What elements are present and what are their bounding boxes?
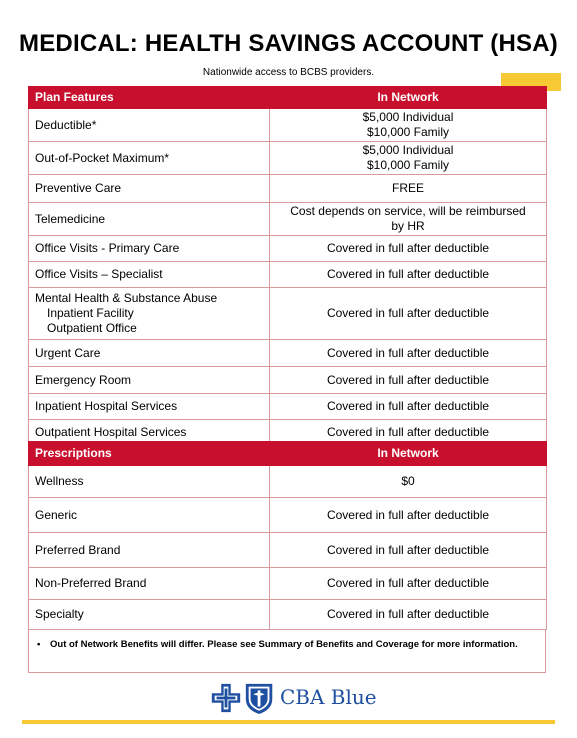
value-cell (270, 142, 547, 175)
header-in-network: In Network (270, 442, 547, 466)
value-cell: Covered in full after deductible (270, 394, 547, 420)
table-row (29, 142, 547, 175)
header-prescriptions: Prescriptions (29, 442, 270, 466)
footnote-text: Out of Network Benefits will differ. Please see Summary of Benefits and Coverage for more information. (50, 639, 518, 650)
value-cell: Covered in full after deductible (270, 262, 547, 288)
table-row (29, 109, 547, 142)
bullet-icon: • (37, 639, 41, 650)
feature-cell: Emergency Room (29, 367, 270, 394)
feature-cell: Preferred Brand (29, 533, 270, 568)
table-row (29, 236, 547, 262)
header-plan-features: Plan Features (29, 87, 270, 109)
table-row (29, 498, 547, 533)
prescriptions-table (28, 441, 547, 630)
value-cell: Covered in full after deductible (270, 498, 547, 533)
feature-cell: Office Visits – Specialist (29, 262, 270, 288)
value-line: $5,000 Individual (362, 143, 454, 157)
value-cell: Covered in full after deductible (270, 533, 547, 568)
feature-cell: Outpatient Hospital Services (29, 420, 270, 446)
table-row (29, 262, 547, 288)
header-in-network: In Network (270, 87, 547, 109)
feature-subline: Outpatient Office (47, 321, 137, 335)
feature-cell: Wellness (29, 466, 270, 498)
feature-subline: Inpatient Facility (47, 306, 134, 320)
page-subtitle: Nationwide access to BCBS providers. (202, 67, 375, 78)
feature-cell: Out-of-Pocket Maximum* (29, 142, 270, 175)
value-line: $10,000 Family (366, 125, 450, 139)
feature-cell: Telemedicine (29, 203, 270, 236)
feature-cell: Generic (29, 498, 270, 533)
table-row (29, 568, 547, 600)
feature-cell: Urgent Care (29, 340, 270, 367)
feature-cell: Preventive Care (29, 175, 270, 203)
table-row (29, 367, 547, 394)
blue-shield-icon (246, 684, 272, 714)
value-cell: Covered in full after deductible (270, 340, 547, 367)
table-header-row (29, 87, 547, 109)
value-line: $5,000 Individual (362, 110, 454, 124)
blue-cross-icon (212, 684, 240, 712)
page-title: MEDICAL: HEALTH SAVINGS ACCOUNT (HSA) (19, 30, 558, 57)
feature-cell: Deductible* (29, 109, 270, 142)
value-cell: Covered in full after deductible (270, 288, 547, 340)
feature-cell (29, 288, 270, 340)
table-row (29, 533, 547, 568)
value-cell: Covered in full after deductible (270, 568, 547, 600)
table-row (29, 394, 547, 420)
value-cell: FREE (270, 175, 547, 203)
feature-cell: Specialty (29, 600, 270, 630)
table-row (29, 288, 547, 340)
value-cell: Covered in full after deductible (270, 600, 547, 630)
value-line: Cost depends on service, will be reimbursed (290, 204, 526, 218)
footnote-box (28, 629, 546, 673)
value-cell: Covered in full after deductible (270, 420, 547, 446)
footnote (37, 638, 527, 651)
yellow-footer-line (22, 720, 555, 724)
table-row (29, 203, 547, 236)
logo-text: CBA Blue (280, 685, 377, 709)
table-row (29, 340, 547, 367)
feature-cell: Office Visits - Primary Care (29, 236, 270, 262)
value-cell: $0 (270, 466, 547, 498)
table-header-row (29, 442, 547, 466)
table-row (29, 175, 547, 203)
value-line: by HR (391, 219, 425, 233)
value-cell: Covered in full after deductible (270, 236, 547, 262)
table-row (29, 600, 547, 630)
feature-cell: Inpatient Hospital Services (29, 394, 270, 420)
table-row (29, 466, 547, 498)
value-cell: Covered in full after deductible (270, 367, 547, 394)
value-line: $10,000 Family (366, 158, 450, 172)
bcbs-logo (210, 681, 276, 715)
value-cell (270, 109, 547, 142)
value-cell (270, 203, 547, 236)
feature-cell: Non-Preferred Brand (29, 568, 270, 600)
feature-line: Mental Health & Substance Abuse (35, 291, 218, 305)
plan-features-table (28, 86, 547, 446)
